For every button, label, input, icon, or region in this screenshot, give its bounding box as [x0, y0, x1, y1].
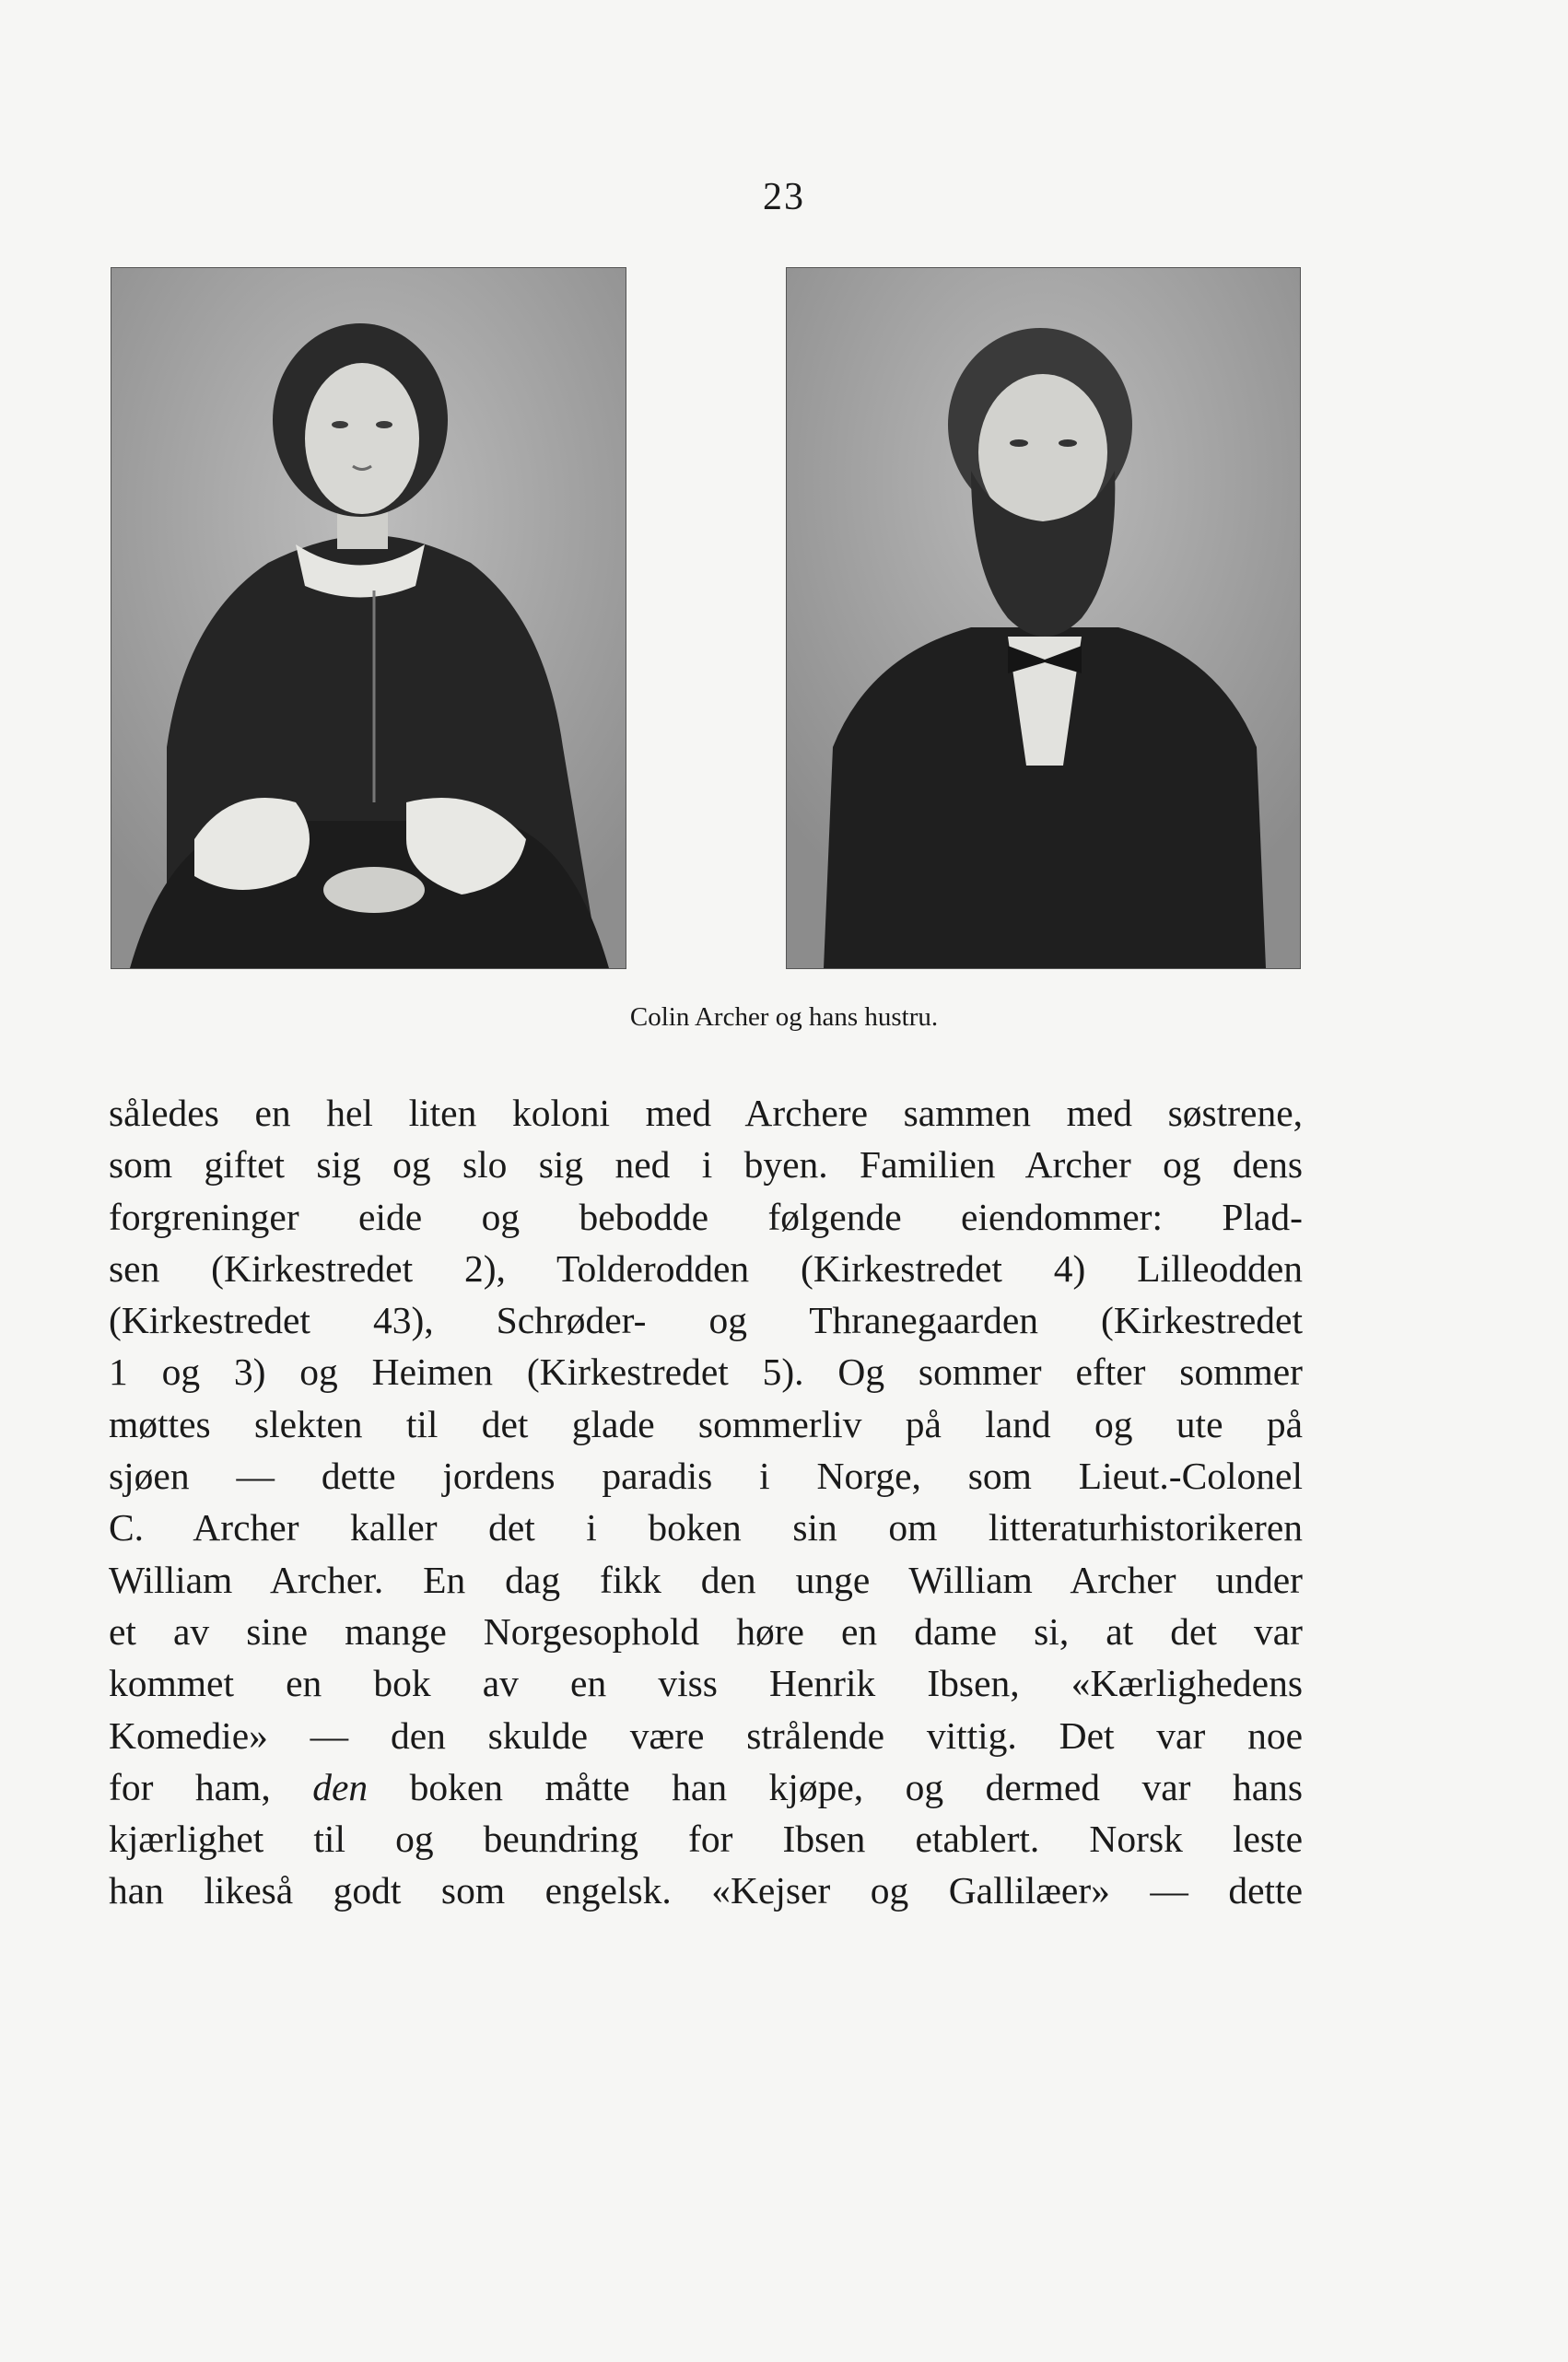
- man-portrait-image: [787, 268, 1300, 968]
- text-line: forgreninger eide og bebodde følgende eiendommer: Plad-: [109, 1195, 1303, 1238]
- text-line: sjøen — dette jordens paradis i Norge, som Lieut.-Colonel: [109, 1455, 1303, 1498]
- text-line: et av sine mange Norgesophold høre en dame si, at det var: [109, 1609, 1303, 1653]
- woman-portrait-image: [111, 268, 626, 968]
- text-line: Komedie» — den skulde være strålende vittig. Det var noe: [109, 1713, 1303, 1757]
- body-text: [109, 1087, 1303, 1917]
- text-line: C. Archer kaller det i boken sin om litteraturhistorikeren: [109, 1506, 1303, 1549]
- text-line: kommet en bok av en viss Henrik Ibsen, «Kærlighedens: [109, 1662, 1303, 1705]
- text-line: han likeså godt som engelsk. «Kejser og Gallilæer» — dette: [109, 1869, 1303, 1912]
- text-segment: boken måtte han kjøpe, og dermed var hans: [409, 1765, 1304, 1808]
- text-line: William Archer. En dag fikk den unge William Archer under: [109, 1558, 1303, 1601]
- text-line: (Kirkestredet 43), Schrøder- og Thranegaarden (Kirkestredet: [109, 1299, 1303, 1342]
- text-line: kjærlighet til og beundring for Ibsen etablert. Norsk leste: [109, 1818, 1303, 1861]
- text-line: møttes slekten til det glade sommerliv på land og ute på: [109, 1402, 1303, 1445]
- text-line: som giftet sig og slo sig ned i byen. Familien Archer og dens: [109, 1143, 1303, 1187]
- photo-man-portrait: [786, 267, 1301, 969]
- figure-caption: Colin Archer og hans hustru.: [629, 1002, 939, 1032]
- text-line: sen (Kirkestredet 2), Tolderodden (Kirkestredet 4) Lilleodden: [109, 1246, 1303, 1290]
- text-line: 1 og 3) og Heimen (Kirkestredet 5). Og sommer efter sommer: [109, 1351, 1303, 1394]
- italic-word: den: [312, 1765, 369, 1808]
- text-line: således en hel liten koloni med Archere sammen med søstrene,: [109, 1092, 1303, 1134]
- text-segment: for ham,: [109, 1765, 271, 1808]
- page-number: 23: [763, 176, 805, 218]
- photo-woman-portrait: [111, 267, 626, 969]
- text-line-mixed: [109, 1761, 1303, 1813]
